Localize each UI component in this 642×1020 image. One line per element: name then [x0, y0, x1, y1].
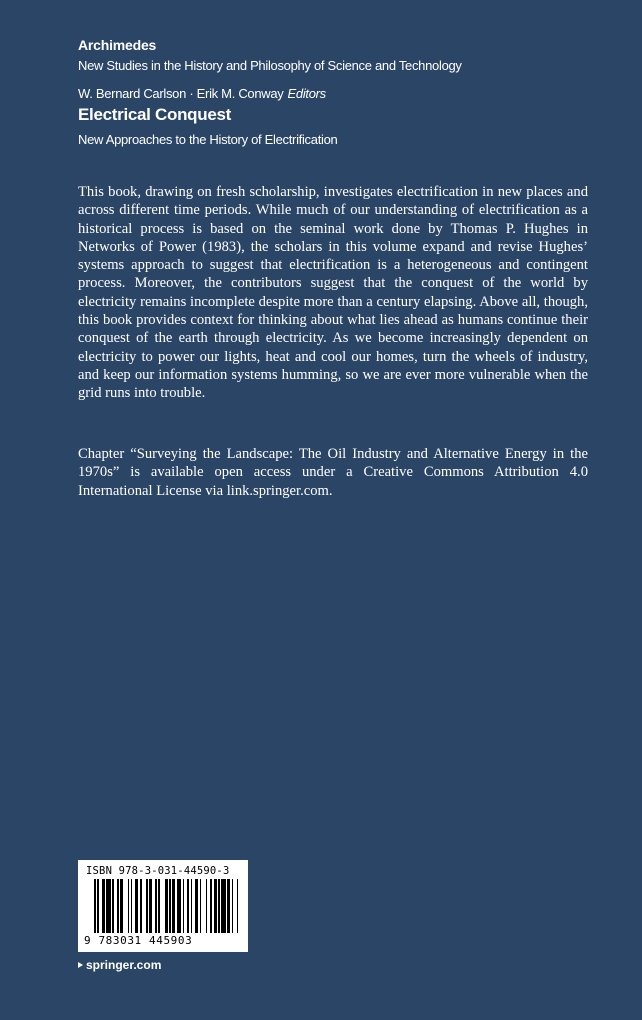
arrow-right-icon [78, 962, 83, 968]
isbn-barcode [78, 860, 248, 952]
series-subtitle: New Studies in the History and Philosophy of Science and Technology [78, 58, 462, 73]
book-subtitle: New Approaches to the History of Electrification [78, 132, 338, 147]
isbn-label: ISBN 978-3-031-44590-3 [86, 865, 230, 877]
book-title: Electrical Conquest [78, 105, 232, 124]
springer-link-label: springer.com [86, 958, 162, 972]
book-description: This book, drawing on fresh scholarship, investigates electrification in new places and across different time periods. While much of our understanding of electrification as a historical process is based on the seminal work done by Thomas P. Hughes in Networks of Power (1983), the scholars in this volume expand and revise Hughes’ systems approach to suggest that electrification is a heterogeneous and contingent process. Moreover, the contributors suggest that the conquest of the world by electricity remains incomplete despite more than a century elapsing. Above all, though, this book provides context for thinking about what lies ahead as humans continue their conquest of the earth through electricity. As we become increasingly dependent on electricity to power our lights, heat and cool our homes, turn the wheels of industry, and keep our information systems humming, so we are ever more vulnerable when the grid runs into trouble. [78, 184, 588, 402]
barcode-digits: 9 783031 445903 [84, 934, 193, 947]
open-access-note: Chapter “Surveying the Landscape: The Oil Industry and Alternative Energy in the 1970s” is available open access under a Creative Commons Attribution 4.0 International License via link.springer.com. [78, 446, 588, 499]
barcode-bars [94, 879, 240, 933]
series-title: Archimedes [78, 37, 157, 53]
editor-names: W. Bernard Carlson · Erik M. Conway [78, 86, 284, 101]
editors-line [78, 85, 326, 103]
barcode-bar [238, 879, 240, 933]
editors-role: Editors [287, 86, 326, 101]
springer-link[interactable] [78, 957, 161, 973]
